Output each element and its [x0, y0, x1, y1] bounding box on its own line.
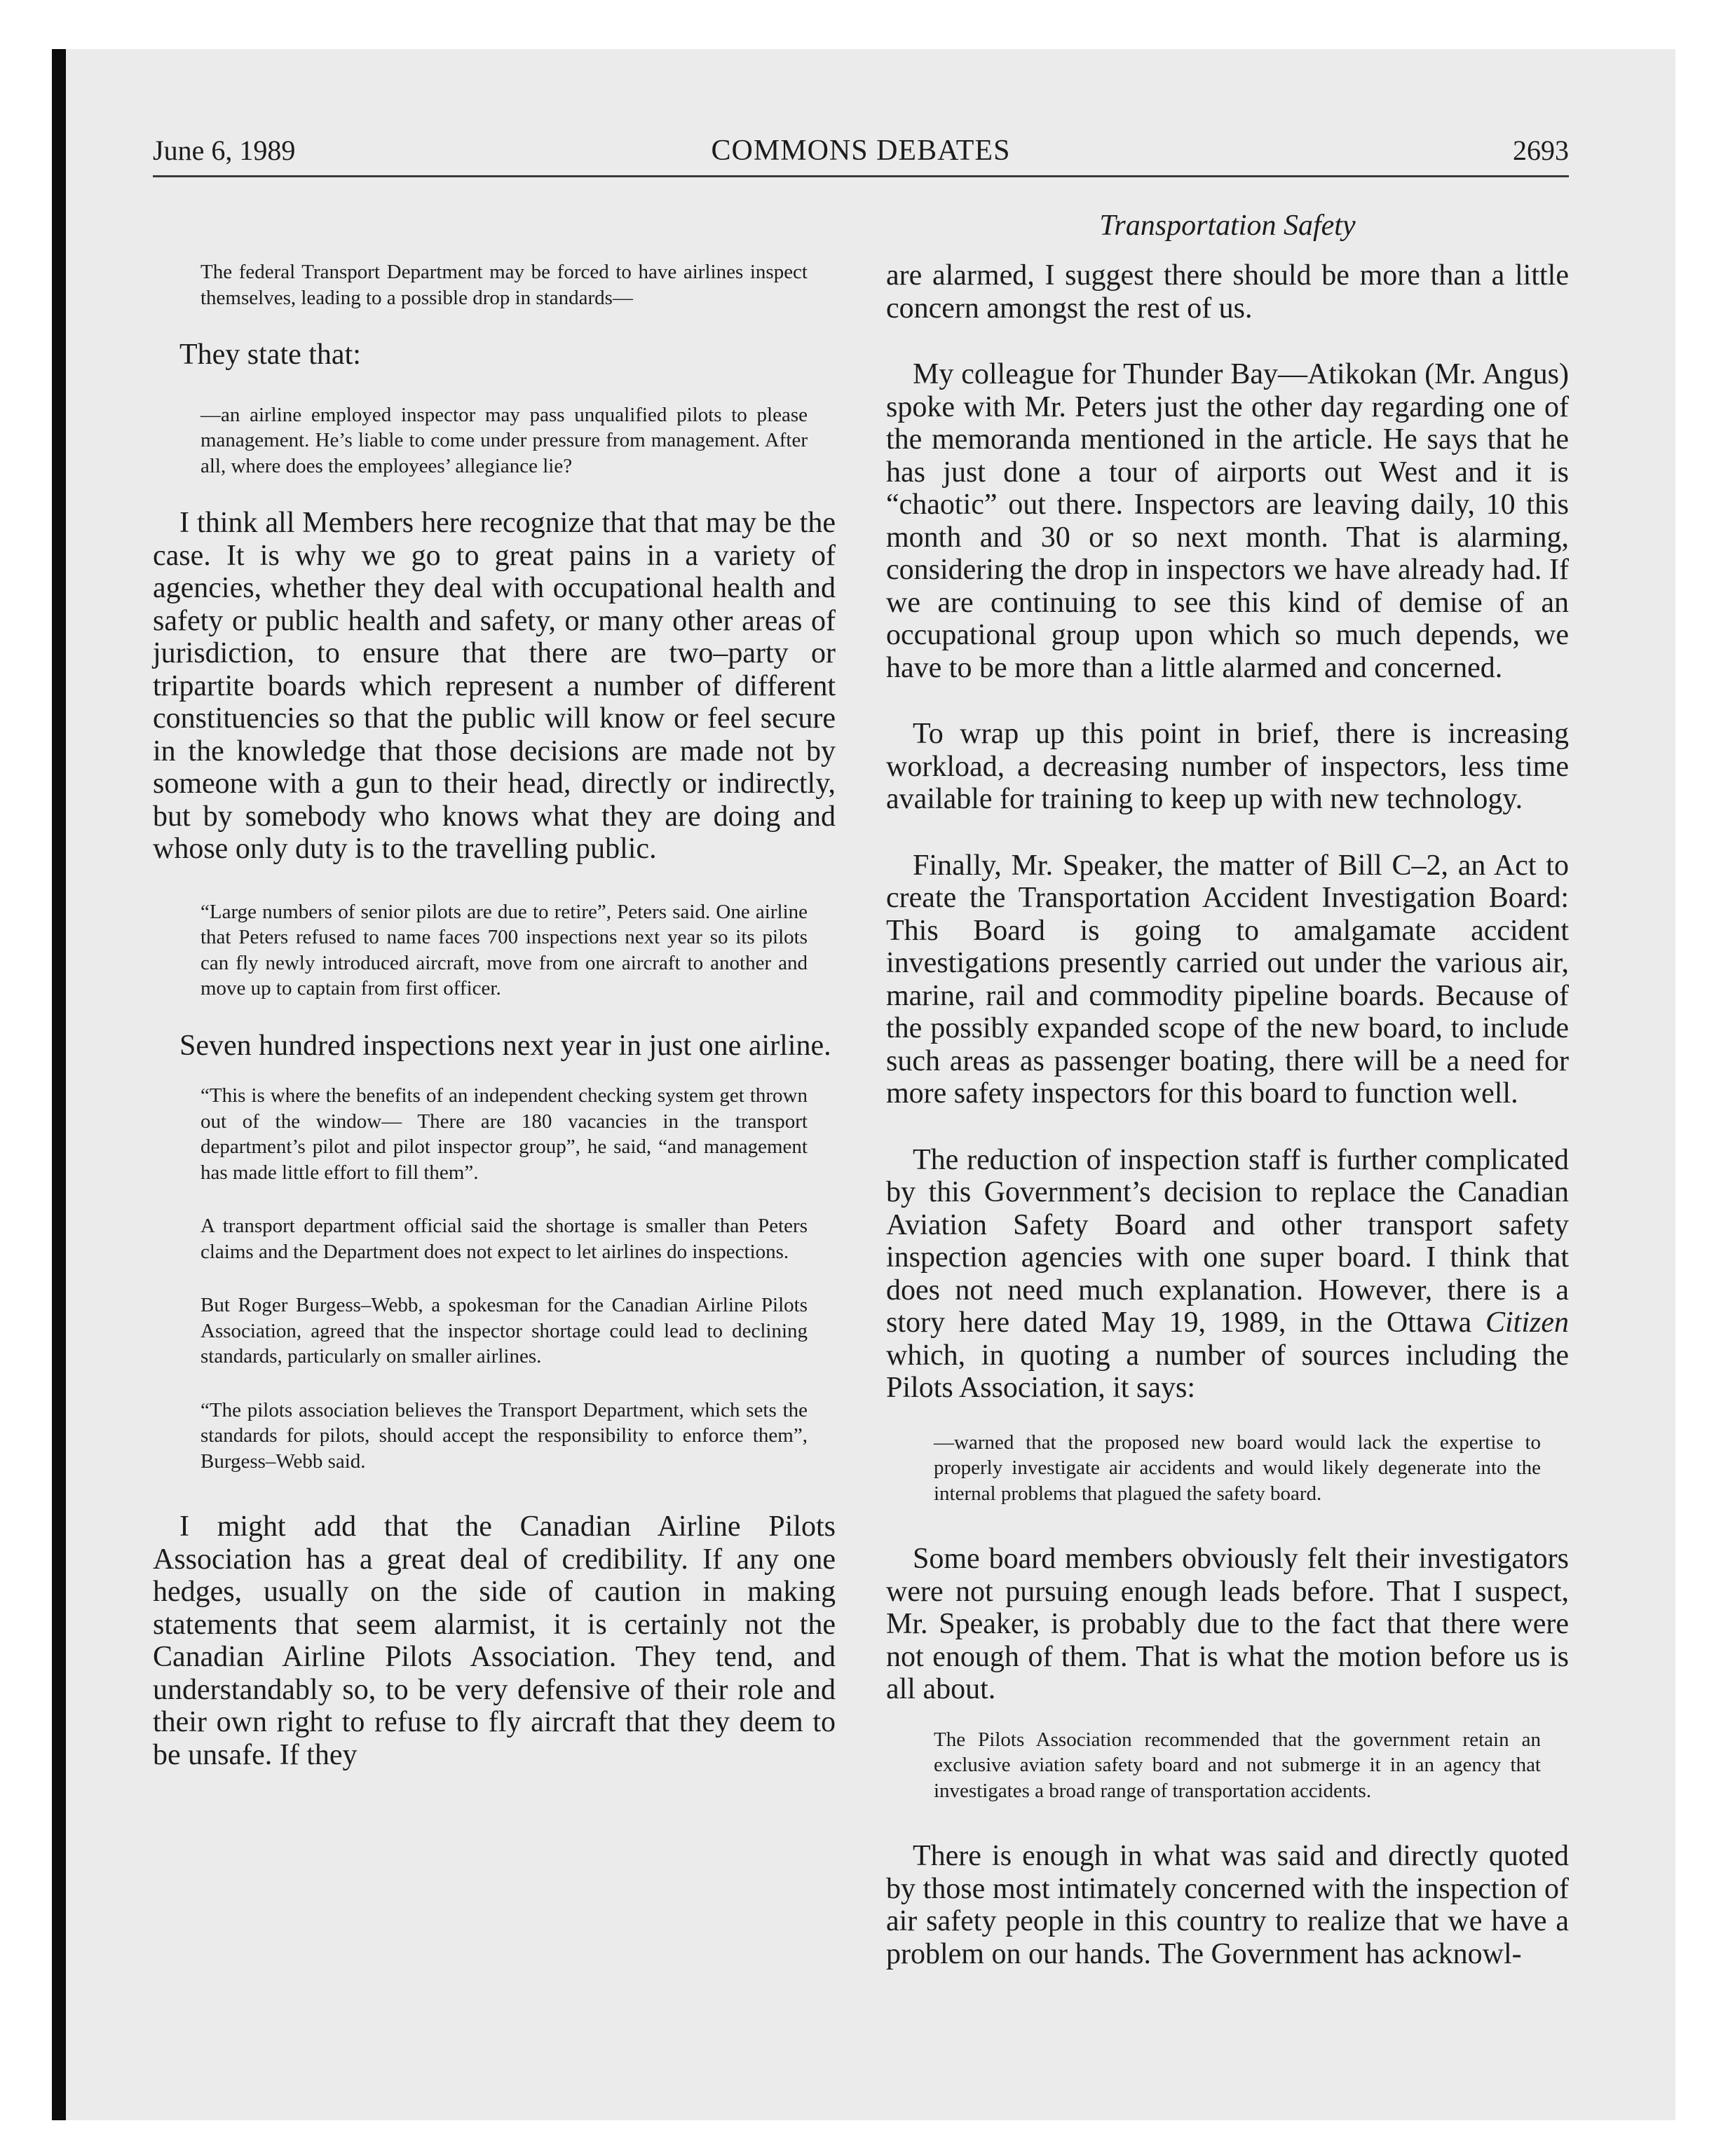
header-date: June 6, 1989	[153, 135, 296, 166]
body-paragraph	[886, 1144, 1569, 1405]
body-paragraph: There is enough in what was said and directly quoted by those most intimately concerned with the inspection of air safety people in this country to realize that we have a problem on our hands. The Government has acknowl-	[886, 1840, 1569, 1970]
lead-paragraph: They state that:	[179, 339, 361, 371]
body-paragraph: I think all Members here recognize that that may be the case. It is why we go to great pains in a variety of agencies, whether they deal with occupational health and safety or public health and safety, or many other areas of jurisdiction, to ensure that there are two–party or tripartite boards which represent a number of different constituencies so that the public will know or feel secure in the knowledge that those decisions are made not by someone with a gun to their head, directly or indirectly, but by somebody who knows what they are doing and whose only duty is to the travelling public.	[153, 507, 836, 865]
newspaper-name: Citizen	[1485, 1306, 1569, 1339]
quote-paragraph: A transport department official said the shortage is smaller than Peters claims and the Department does not expect to let airlines do inspections.	[200, 1215, 808, 1263]
body-text: The reduction of inspection staff is further complicated by this Government’s decision to replace the Canadian Aviation Safety Board and other transport safety inspection agencies with one super board. I think that does not need much explanation. However, there is a story here dated May 19, 1989, in the Ottawa	[886, 1143, 1569, 1339]
quote-paragraph: The federal Transport Department may be forced to have airlines inspect themselves, leading to a possible drop in standards—	[200, 261, 808, 309]
quote-paragraph: The Pilots Association recommended that the government retain an exclusive aviation safety board and not submerge it in an agency that investigates a broad range of transportation accidents.	[934, 1728, 1541, 1802]
quote-paragraph: “Large numbers of senior pilots are due to retire”, Peters said. One airline that Peters refused to name faces 700 inspections next year so its pilots can fly newly introduced aircraft, move from one aircraft to another and move up to captain from first officer.	[200, 900, 808, 999]
body-paragraph: My colleague for Thunder Bay—Atikokan (Mr. Angus) spoke with Mr. Peters just the other day regarding one of the memoranda mentioned in the article. He says that he has just done a tour of airports out West and it is “chaotic” out there. Inspectors are leaving daily, 10 this month and 30 or so next month. That is alarming, considering the drop in inspectors we have already had. If we are continuing to see this kind of demise of an occupational group upon which so much depends, we have to be more than a little alarmed and concerned.	[886, 358, 1569, 684]
body-paragraph: Finally, Mr. Speaker, the matter of Bill C–2, an Act to create the Transportation Accident Investigation Board: This Board is going to amalgamate accident investigations presently carried out under the various air, marine, rail and commodity pipeline boards. Because of the possibly expanded scope of the new board, to include such areas as passenger boating, there will be a need for more safety inspectors for this board to function well.	[886, 849, 1569, 1110]
body-paragraph: I might add that the Canadian Airline Pilots Association has a great deal of credibility. If any one hedges, usually on the side of caution in making statements that seem alarmist, it is certainly not the Canadian Airline Pilots Association. They tend, and understandably so, to be very defensive of their role and their own right to refuse to fly aircraft that they deem to be unsafe. If they	[153, 1510, 836, 1771]
page-header	[153, 133, 1569, 175]
running-head: Transportation Safety	[1099, 210, 1356, 242]
scan-edge-shadow	[52, 49, 66, 2120]
quote-paragraph: “The pilots association believes the Transport Department, which sets the standards for pilots, should accept the responsibility to enforce them”, Burgess–Webb said.	[200, 1398, 808, 1473]
left-column	[153, 259, 836, 1805]
body-text: which, in quoting a number of sources including the Pilots Association, it says:	[886, 1339, 1569, 1404]
body-paragraph: To wrap up this point in brief, there is increasing workload, a decreasing number of inspectors, less time available for training to keep up with new technology.	[886, 718, 1569, 815]
header-page-number: 2693	[1513, 135, 1569, 166]
body-paragraph-continued: are alarmed, I suggest there should be more than a little concern amongst the rest of us.	[886, 259, 1569, 325]
quote-paragraph: —an airline employed inspector may pass unqualified pilots to please management. He’s liable to come under pressure from management. After all, where does the employees’ allegiance lie?	[200, 403, 808, 477]
header-title: COMMONS DEBATES	[711, 135, 1011, 167]
right-column	[886, 259, 1569, 2004]
body-paragraph: Some board members obviously felt their investigators were not pursuing enough leads before. That I suspect, Mr. Speaker, is probably due to the fact that there were not enough of them. That is what the motion before us is all about.	[886, 1543, 1569, 1705]
quote-paragraph: “This is where the benefits of an independent checking system get thrown out of the window— There are 180 vacancies in the transport department’s pilot and pilot inspector group”, he said, “and management has made little effort to fill them”.	[200, 1084, 808, 1184]
header-rule	[153, 175, 1569, 177]
quote-paragraph: —warned that the proposed new board would lack the expertise to properly investigate air accidents and would likely degenerate into the internal problems that plagued the safety board.	[934, 1431, 1541, 1505]
body-paragraph: Seven hundred inspections next year in just one airline.	[179, 1029, 831, 1062]
quote-paragraph: But Roger Burgess–Webb, a spokesman for the Canadian Airline Pilots Association, agreed that the inspector shortage could lead to declining standards, particularly on smaller airlines.	[200, 1294, 808, 1367]
